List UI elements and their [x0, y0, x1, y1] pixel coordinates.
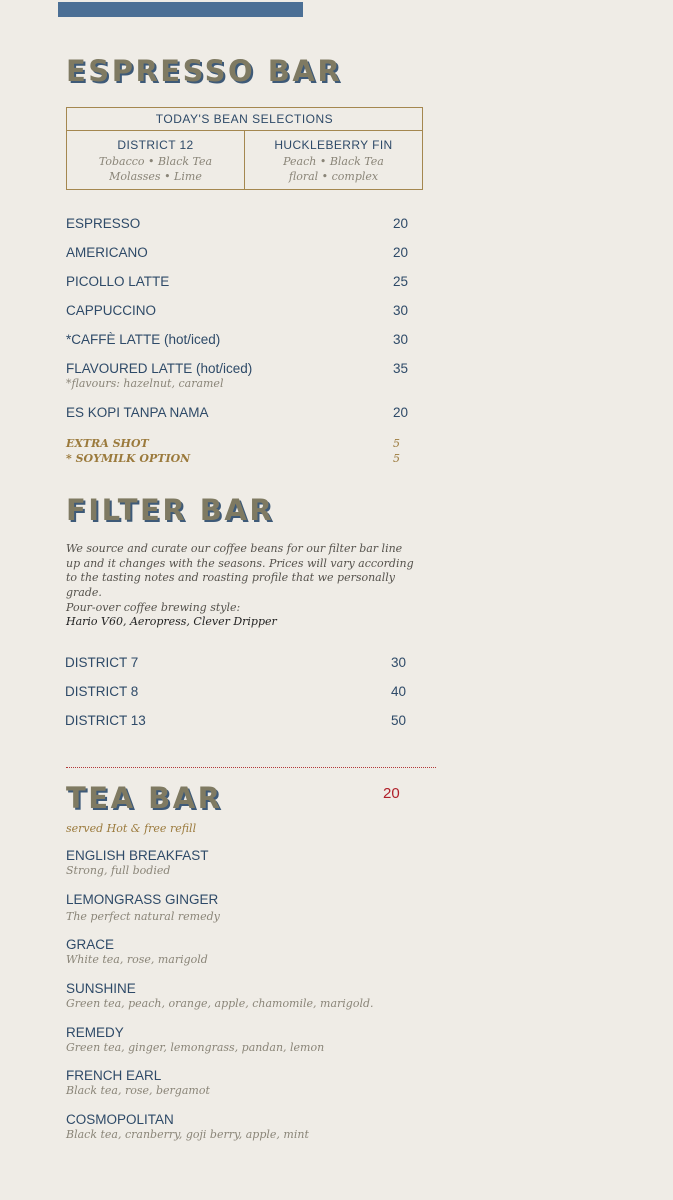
tea-price: 20 — [383, 785, 400, 802]
menu-item — [65, 713, 406, 728]
header-bar — [58, 2, 303, 17]
item-price: 35 — [392, 361, 408, 376]
tea-name: COSMOPOLITAN — [66, 1112, 174, 1127]
tea-desc: Green tea, peach, orange, apple, chamomile, marigold. — [66, 997, 374, 1010]
bean-notes: floral • complex — [288, 170, 379, 183]
brewing-style-value: Hario V60, Aeropress, Clever Dripper — [66, 615, 277, 628]
item-price: 30 — [392, 303, 408, 318]
item-price: 20 — [392, 216, 408, 231]
item-name: CAPPUCCINO — [66, 303, 157, 318]
tea-item — [66, 892, 220, 923]
tea-item — [66, 937, 208, 966]
menu-item — [66, 405, 408, 420]
bean-selections-header: TODAY'S BEAN SELECTIONS — [67, 108, 422, 131]
item-name: AMERICANO — [66, 245, 148, 260]
menu-item — [65, 655, 406, 670]
tea-name: GRACE — [66, 937, 115, 952]
menu-item — [66, 361, 408, 390]
tea-item — [66, 1112, 309, 1141]
item-name: DISTRICT 7 — [65, 655, 139, 670]
item-price: 30 — [392, 332, 408, 347]
item-name: DISTRICT 8 — [65, 684, 139, 699]
item-name: ESPRESSO — [66, 216, 141, 231]
tea-item — [66, 848, 209, 877]
item-name: ES KOPI TANPA NAMA — [66, 405, 209, 420]
espresso-bar-title: ESPRESSO BAR — [66, 54, 343, 88]
bean-selection — [244, 131, 422, 190]
item-price: 30 — [390, 655, 406, 670]
bean-selections-box — [66, 107, 423, 190]
bean-notes: Molasses • Lime — [109, 170, 202, 183]
bean-notes: Peach • Black Tea — [283, 155, 384, 168]
extra-price: 5 — [393, 452, 400, 465]
bean-name: HUCKLEBERRY FIN — [274, 138, 393, 152]
extra-name: EXTRA SHOT — [66, 437, 149, 450]
tea-name: ENGLISH BREAKFAST — [66, 848, 209, 863]
menu-item — [66, 274, 408, 289]
bean-notes: Tobacco • Black Tea — [98, 155, 213, 168]
menu-item — [66, 216, 408, 231]
extra-price: 5 — [393, 437, 400, 450]
tea-desc: Green tea, ginger, lemongrass, pandan, lemon — [66, 1041, 325, 1054]
extra-name: * SOYMILK OPTION — [66, 452, 191, 465]
menu-item — [65, 684, 406, 699]
item-price: 20 — [392, 405, 408, 420]
tea-desc: Black tea, cranberry, goji berry, apple, mint — [66, 1128, 309, 1141]
menu-item — [66, 245, 408, 260]
item-price: 40 — [390, 684, 406, 699]
item-note: *flavours: hazelnut, caramel — [66, 377, 224, 390]
tea-bar-title: TEA BAR — [66, 781, 223, 815]
menu-item — [66, 332, 408, 347]
tea-served-note: served Hot & free refill — [66, 822, 197, 835]
extra-option — [66, 437, 400, 450]
filter-bar-title: FILTER BAR — [66, 493, 275, 527]
item-name: FLAVOURED LATTE (hot/iced) — [66, 361, 253, 376]
tea-item — [66, 1068, 210, 1097]
tea-name: FRENCH EARL — [66, 1068, 162, 1083]
item-name: *CAFFÈ LATTE (hot/iced) — [66, 332, 221, 347]
tea-desc: Strong, full bodied — [66, 864, 171, 877]
filter-description: We source and curate our coffee beans for our filter bar line up and it changes with the seasons. Prices will vary according to the tasting notes and roasting profile that we personally grade. — [66, 542, 414, 599]
tea-desc: Black tea, rose, bergamot — [66, 1084, 210, 1097]
bean-selection — [67, 131, 244, 190]
tea-desc: The perfect natural remedy — [66, 910, 220, 923]
bean-name: DISTRICT 12 — [117, 138, 194, 152]
tea-name: LEMONGRASS GINGER — [66, 892, 219, 907]
tea-name: REMEDY — [66, 1025, 124, 1040]
tea-desc: White tea, rose, marigold — [66, 953, 208, 966]
brewing-style-label: Pour-over coffee brewing style: — [66, 601, 241, 614]
extra-option — [66, 452, 400, 465]
item-name: DISTRICT 13 — [65, 713, 146, 728]
section-divider — [66, 767, 436, 768]
tea-name: SUNSHINE — [66, 981, 136, 996]
item-price: 20 — [392, 245, 408, 260]
tea-item — [66, 1025, 324, 1054]
item-price: 50 — [390, 713, 406, 728]
item-price: 25 — [392, 274, 408, 289]
menu-item — [66, 303, 408, 318]
tea-item — [66, 981, 374, 1010]
item-name: PICOLLO LATTE — [66, 274, 170, 289]
